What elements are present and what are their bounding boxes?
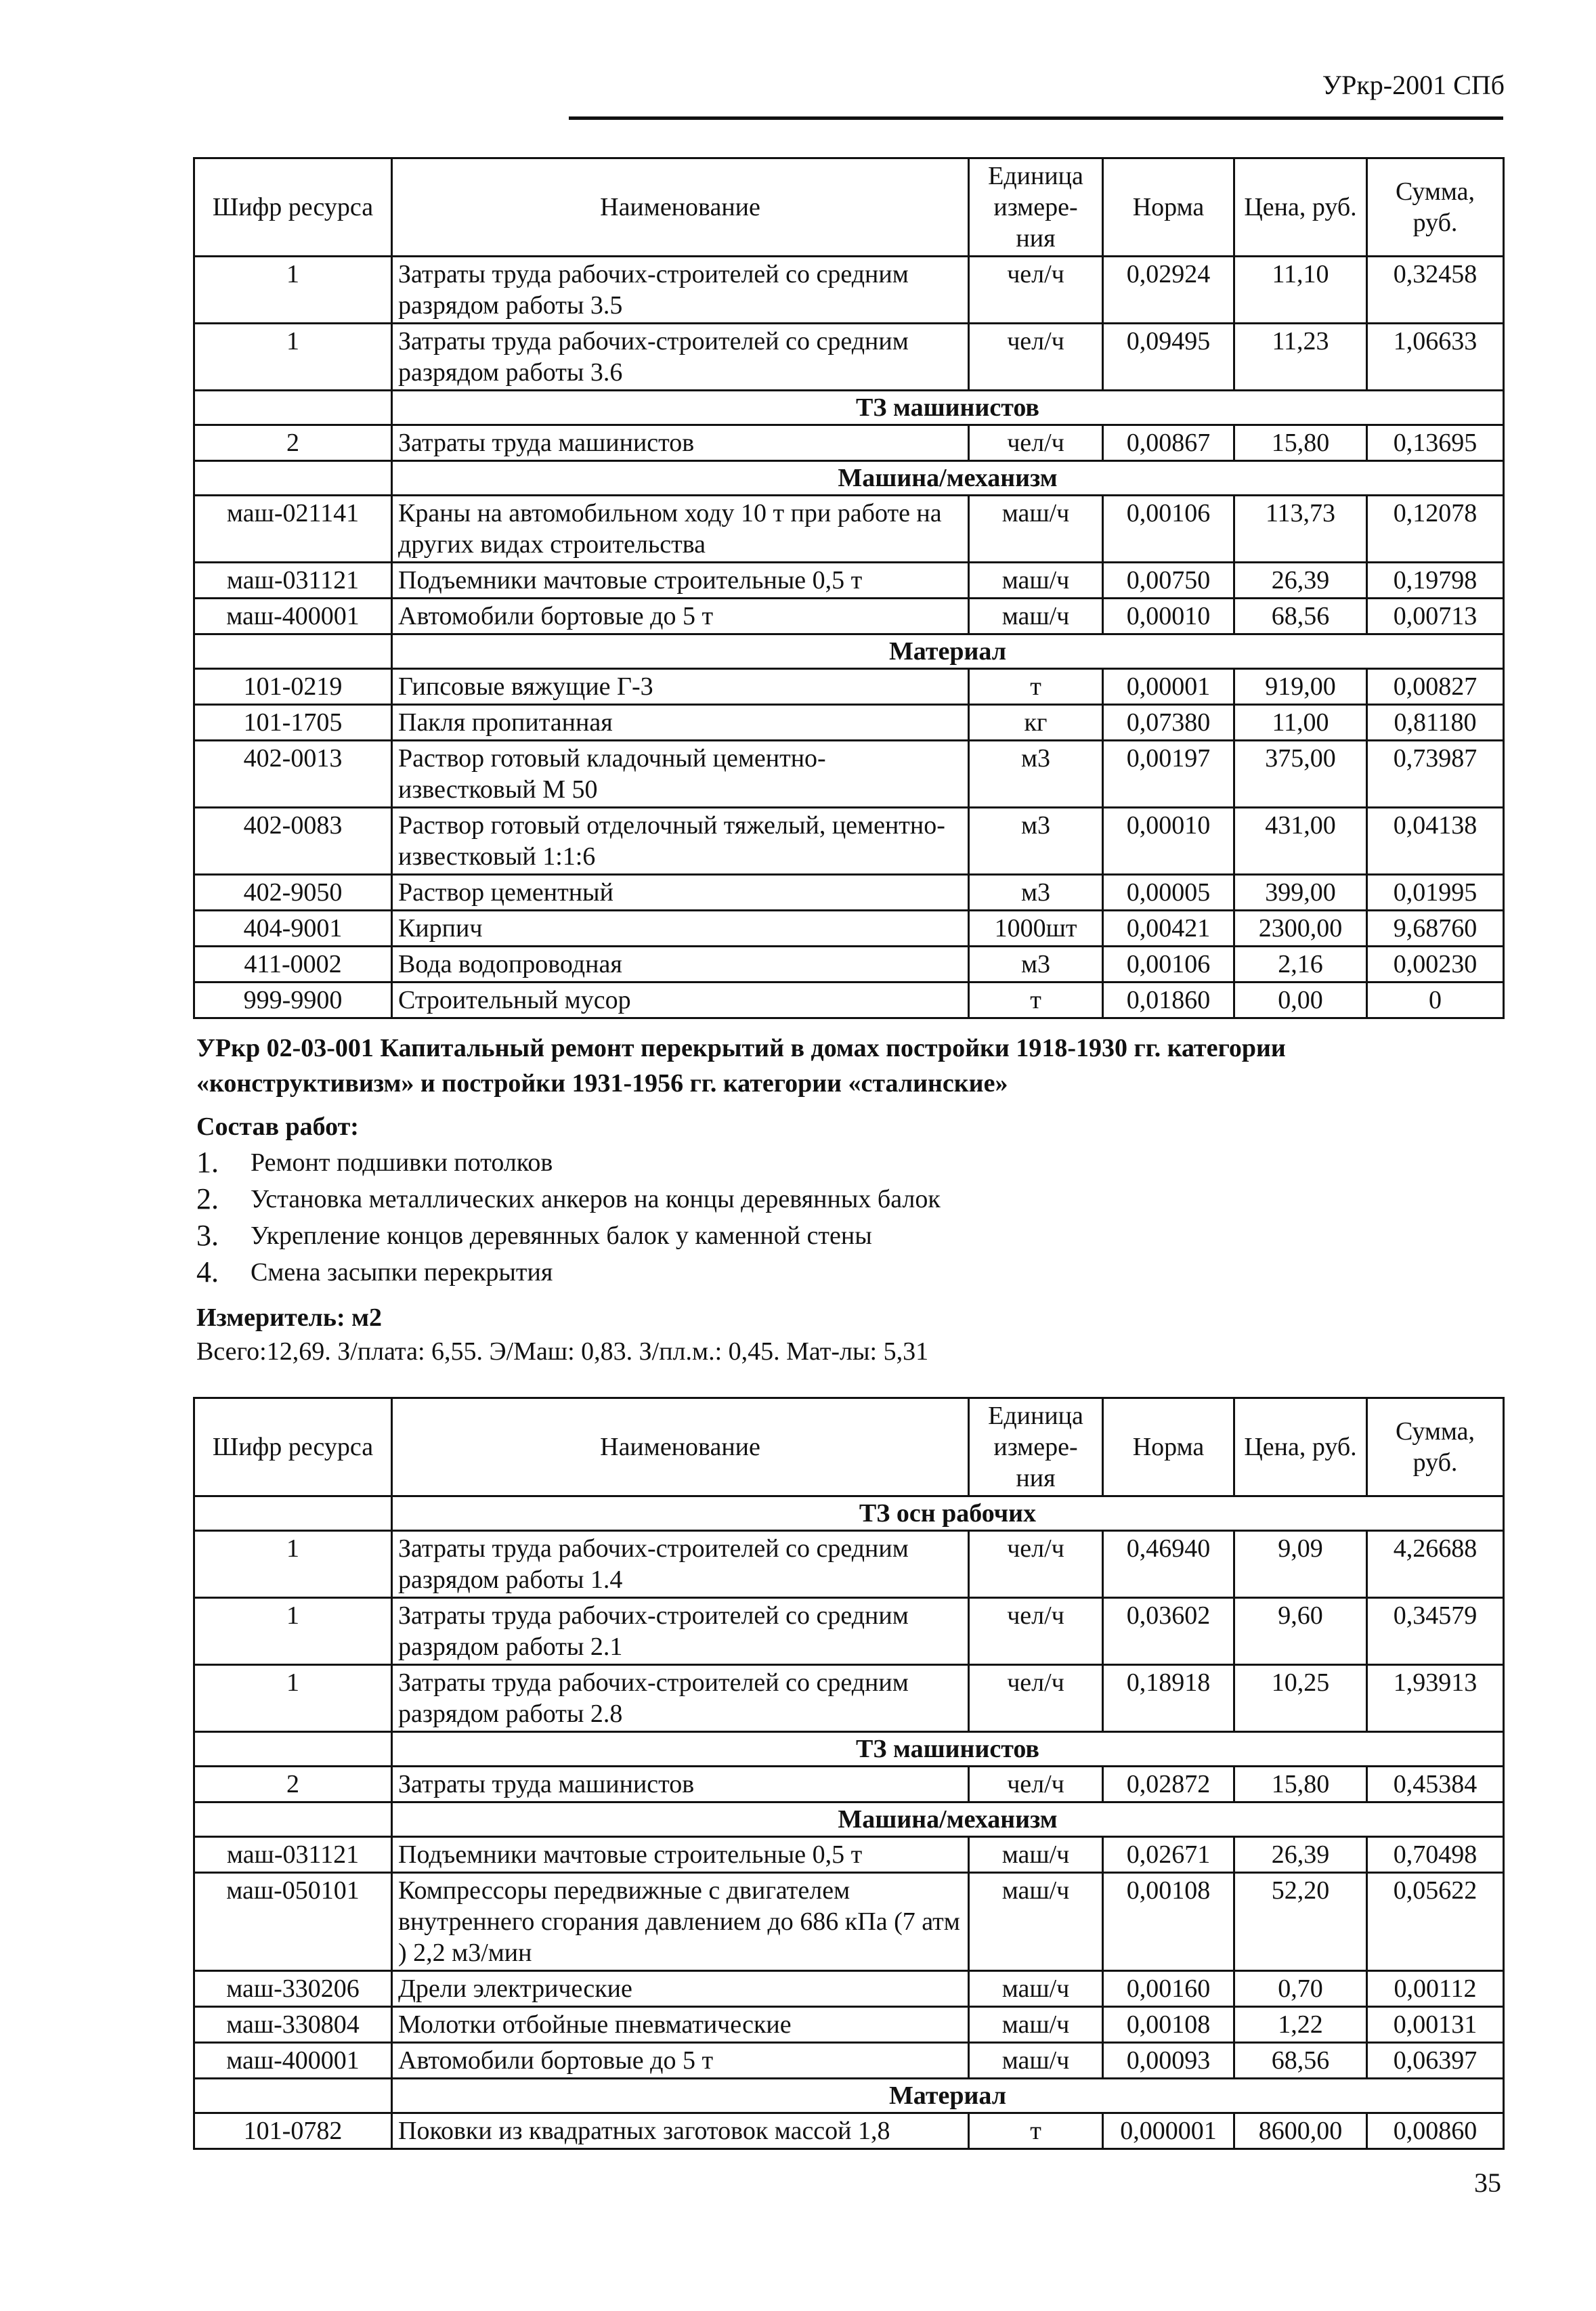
cell-price: 375,00	[1234, 741, 1367, 808]
table-row	[194, 911, 1504, 947]
cell-sum: 0,00131	[1367, 2007, 1504, 2043]
cell-sum: 0,00230	[1367, 947, 1504, 982]
col-header-norm: Норма	[1103, 158, 1234, 257]
cell-name: Автомобили бортовые до 5 т	[392, 2043, 969, 2079]
table-section-row	[194, 1802, 1504, 1837]
cell-sum: 0,81180	[1367, 705, 1504, 741]
cell-norm: 0,00160	[1103, 1971, 1234, 2007]
cell-price: 399,00	[1234, 875, 1367, 911]
cell-unit: кг	[969, 705, 1103, 741]
cell-code: 1	[194, 1531, 392, 1598]
cell-code: 101-1705	[194, 705, 392, 741]
cell-unit: маш/ч	[969, 2007, 1103, 2043]
section-empty-cell	[194, 2079, 392, 2113]
cell-code: маш-400001	[194, 599, 392, 634]
cell-price: 919,00	[1234, 669, 1367, 705]
cell-sum: 9,68760	[1367, 911, 1504, 947]
cell-price: 26,39	[1234, 1837, 1367, 1873]
cell-sum: 0,00713	[1367, 599, 1504, 634]
col-header-name: Наименование	[392, 158, 969, 257]
cell-price: 11,00	[1234, 705, 1367, 741]
cell-norm: 0,02872	[1103, 1767, 1234, 1802]
cell-price: 431,00	[1234, 808, 1367, 875]
cell-price: 68,56	[1234, 2043, 1367, 2079]
table-header-row	[194, 1398, 1504, 1496]
cell-sum: 0	[1367, 982, 1504, 1018]
table-row	[194, 496, 1504, 563]
section-heading: Материал	[392, 634, 1504, 669]
cell-unit: 1000шт	[969, 911, 1103, 947]
table-row	[194, 1598, 1504, 1665]
section-heading: ТЗ машинистов	[392, 1732, 1504, 1767]
cell-name: Затраты труда рабочих-строителей со средним разрядом работы 2.1	[392, 1598, 969, 1665]
cell-unit: чел/ч	[969, 1665, 1103, 1732]
cell-name: Дрели электрические	[392, 1971, 969, 2007]
cell-name: Вода водопроводная	[392, 947, 969, 982]
cell-price: 113,73	[1234, 496, 1367, 563]
cell-norm: 0,07380	[1103, 705, 1234, 741]
cell-code: 1	[194, 1598, 392, 1665]
cell-unit: маш/ч	[969, 1837, 1103, 1873]
cell-unit: чел/ч	[969, 1598, 1103, 1665]
cell-code: 101-0782	[194, 2113, 392, 2149]
cell-code: 404-9001	[194, 911, 392, 947]
section-empty-cell	[194, 1732, 392, 1767]
section-heading: ТЗ машинистов	[392, 391, 1504, 425]
cell-name: Затраты труда рабочих-строителей со средним разрядом работы 3.5	[392, 257, 969, 324]
list-item-text: Ремонт подшивки потолков	[251, 1148, 553, 1177]
table-section-row	[194, 1496, 1504, 1531]
page-number: 35	[1474, 2167, 1501, 2198]
cell-sum: 0,19798	[1367, 563, 1504, 599]
list-item-number: 1.	[196, 1146, 219, 1179]
col-header-name: Наименование	[392, 1398, 969, 1496]
cell-unit: м3	[969, 875, 1103, 911]
cell-unit: маш/ч	[969, 599, 1103, 634]
cell-price: 8600,00	[1234, 2113, 1367, 2149]
cell-norm: 0,00106	[1103, 947, 1234, 982]
cell-unit: маш/ч	[969, 1971, 1103, 2007]
cell-price: 1,22	[1234, 2007, 1367, 2043]
table-row	[194, 2113, 1504, 2149]
cell-sum: 0,45384	[1367, 1767, 1504, 1802]
table-section-row	[194, 2079, 1504, 2113]
cell-unit: чел/ч	[969, 324, 1103, 391]
cell-sum: 0,00827	[1367, 669, 1504, 705]
cell-sum: 0,12078	[1367, 496, 1504, 563]
section-heading: Материал	[392, 2079, 1504, 2113]
list-item-text: Укрепление концов деревянных балок у каменной стены	[251, 1222, 872, 1250]
table-header-row	[194, 158, 1504, 257]
cell-price: 26,39	[1234, 563, 1367, 599]
section-empty-cell	[194, 391, 392, 425]
cell-unit: чел/ч	[969, 257, 1103, 324]
cell-name: Затраты труда рабочих-строителей со средним разрядом работы 1.4	[392, 1531, 969, 1598]
table-section-row	[194, 634, 1504, 669]
cell-norm: 0,00005	[1103, 875, 1234, 911]
table-row	[194, 563, 1504, 599]
list-item	[196, 1144, 941, 1181]
cell-unit: м3	[969, 741, 1103, 808]
document-code: УРкр-2001 СПб	[1322, 70, 1505, 100]
cell-name: Подъемники мачтовые строительные 0,5 т	[392, 1837, 969, 1873]
section-empty-cell	[194, 634, 392, 669]
cell-unit: т	[969, 669, 1103, 705]
table-row	[194, 1837, 1504, 1873]
cell-code: маш-021141	[194, 496, 392, 563]
cell-norm: 0,00750	[1103, 563, 1234, 599]
cell-name: Затраты труда машинистов	[392, 1767, 969, 1802]
cell-code: маш-031121	[194, 1837, 392, 1873]
cell-price: 11,10	[1234, 257, 1367, 324]
cell-name: Раствор готовый кладочный цементно-известковый М 50	[392, 741, 969, 808]
table-row	[194, 599, 1504, 634]
section-heading: Машина/механизм	[392, 1802, 1504, 1837]
cell-sum: 0,00112	[1367, 1971, 1504, 2007]
cell-unit: чел/ч	[969, 1767, 1103, 1802]
col-header-sum: Сумма, руб.	[1367, 158, 1504, 257]
list-item-number: 2.	[196, 1182, 219, 1215]
cell-sum: 0,13695	[1367, 425, 1504, 461]
table-row	[194, 1873, 1504, 1971]
cell-price: 2300,00	[1234, 911, 1367, 947]
table-row	[194, 257, 1504, 324]
list-item-number: 4.	[196, 1255, 219, 1289]
cell-norm: 0,00093	[1103, 2043, 1234, 2079]
col-header-code: Шифр ресурса	[194, 158, 392, 257]
table-row	[194, 947, 1504, 982]
cell-norm: 0,46940	[1103, 1531, 1234, 1598]
cell-unit: маш/ч	[969, 2043, 1103, 2079]
cell-price: 68,56	[1234, 599, 1367, 634]
cell-name: Молотки отбойные пневматические	[392, 2007, 969, 2043]
table-row	[194, 1767, 1504, 1802]
cell-norm: 0,000001	[1103, 2113, 1234, 2149]
cell-sum: 0,01995	[1367, 875, 1504, 911]
cell-norm: 0,18918	[1103, 1665, 1234, 1732]
cell-norm: 0,00001	[1103, 669, 1234, 705]
cell-unit: чел/ч	[969, 425, 1103, 461]
list-item	[196, 1181, 941, 1217]
section-empty-cell	[194, 461, 392, 496]
cell-code: 402-9050	[194, 875, 392, 911]
cell-norm: 0,02924	[1103, 257, 1234, 324]
cell-code: 2	[194, 1767, 392, 1802]
cell-sum: 0,73987	[1367, 741, 1504, 808]
cell-price: 11,23	[1234, 324, 1367, 391]
cell-name: Кирпич	[392, 911, 969, 947]
table-row	[194, 741, 1504, 808]
table-row	[194, 705, 1504, 741]
cell-price: 0,00	[1234, 982, 1367, 1018]
cell-name: Поковки из квадратных заготовок массой 1,8	[392, 2113, 969, 2149]
cell-sum: 0,00860	[1367, 2113, 1504, 2149]
cell-price: 10,25	[1234, 1665, 1367, 1732]
cell-code: 101-0219	[194, 669, 392, 705]
section-heading: ТЗ осн рабочих	[392, 1496, 1504, 1531]
cell-name: Пакля пропитанная	[392, 705, 969, 741]
cell-code: маш-330804	[194, 2007, 392, 2043]
cell-unit: маш/ч	[969, 496, 1103, 563]
resource-table-1	[193, 157, 1505, 1019]
cell-unit: чел/ч	[969, 1531, 1103, 1598]
resource-table-2	[193, 1397, 1505, 2150]
cell-norm: 0,00197	[1103, 741, 1234, 808]
table-row	[194, 2007, 1504, 2043]
cell-norm: 0,00421	[1103, 911, 1234, 947]
cell-price: 15,80	[1234, 425, 1367, 461]
composition-label: Состав работ:	[196, 1113, 359, 1141]
section-heading: Машина/механизм	[392, 461, 1504, 496]
col-header-price: Цена, руб.	[1234, 1398, 1367, 1496]
table-row	[194, 1665, 1504, 1732]
cell-norm: 0,09495	[1103, 324, 1234, 391]
cell-name: Автомобили бортовые до 5 т	[392, 599, 969, 634]
cell-price: 9,09	[1234, 1531, 1367, 1598]
table-section-row	[194, 1732, 1504, 1767]
cell-code: 1	[194, 1665, 392, 1732]
table-row	[194, 425, 1504, 461]
section-title: УРкр 02-03-001 Капитальный ремонт перекрытий в домах постройки 1918-1930 гг. категории «конструктивизм» и постройки 1931-1956 гг. категории «сталинские»	[196, 1034, 1286, 1098]
cell-code: 1	[194, 324, 392, 391]
table-row	[194, 324, 1504, 391]
cell-name: Затраты труда рабочих-строителей со средним разрядом работы 2.8	[392, 1665, 969, 1732]
col-header-code: Шифр ресурса	[194, 1398, 392, 1496]
cell-name: Раствор готовый отделочный тяжелый, цементно-известковый 1:1:6	[392, 808, 969, 875]
cell-sum: 0,34579	[1367, 1598, 1504, 1665]
header-rule	[569, 116, 1503, 120]
list-item-text: Установка металлических анкеров на концы деревянных балок	[251, 1185, 941, 1213]
works-list	[196, 1144, 941, 1291]
table-row	[194, 2043, 1504, 2079]
cell-code: 411-0002	[194, 947, 392, 982]
cell-code: маш-330206	[194, 1971, 392, 2007]
list-item	[196, 1254, 941, 1291]
cell-unit: м3	[969, 947, 1103, 982]
cell-unit: маш/ч	[969, 1873, 1103, 1971]
cell-sum: 0,32458	[1367, 257, 1504, 324]
col-header-price: Цена, руб.	[1234, 158, 1367, 257]
cell-price: 52,20	[1234, 1873, 1367, 1971]
cell-unit: м3	[969, 808, 1103, 875]
cell-price: 9,60	[1234, 1598, 1367, 1665]
section-empty-cell	[194, 1802, 392, 1837]
list-item-text: Смена засыпки перекрытия	[251, 1258, 553, 1287]
cell-price: 0,70	[1234, 1971, 1367, 2007]
cell-name: Строительный мусор	[392, 982, 969, 1018]
cell-code: 402-0013	[194, 741, 392, 808]
cell-sum: 0,70498	[1367, 1837, 1504, 1873]
table-section-row	[194, 461, 1504, 496]
table-row	[194, 1971, 1504, 2007]
cell-name: Подъемники мачтовые строительные 0,5 т	[392, 563, 969, 599]
col-header-norm: Норма	[1103, 1398, 1234, 1496]
cell-code: маш-050101	[194, 1873, 392, 1971]
section-empty-cell	[194, 1496, 392, 1531]
list-item-number: 3.	[196, 1219, 219, 1252]
cell-sum: 0,06397	[1367, 2043, 1504, 2079]
cell-sum: 1,06633	[1367, 324, 1504, 391]
cell-norm: 0,00106	[1103, 496, 1234, 563]
table-row	[194, 982, 1504, 1018]
cell-code: 1	[194, 257, 392, 324]
cell-norm: 0,00108	[1103, 2007, 1234, 2043]
meter-label: Измеритель: м2	[196, 1303, 383, 1332]
cell-sum: 0,05622	[1367, 1873, 1504, 1971]
cell-name: Затраты труда машинистов	[392, 425, 969, 461]
cell-norm: 0,00867	[1103, 425, 1234, 461]
cell-sum: 0,04138	[1367, 808, 1504, 875]
cell-norm: 0,00010	[1103, 808, 1234, 875]
cell-name: Раствор цементный	[392, 875, 969, 911]
cell-norm: 0,01860	[1103, 982, 1234, 1018]
cell-code: 402-0083	[194, 808, 392, 875]
table-row	[194, 808, 1504, 875]
cell-price: 2,16	[1234, 947, 1367, 982]
col-header-unit: Единица измере-ния	[969, 158, 1103, 257]
cell-code: 999-9900	[194, 982, 392, 1018]
cell-name: Компрессоры передвижные с двигателем внутреннего сгорания давлением до 686 кПа (7 атм ) 2,2 м3/мин	[392, 1873, 969, 1971]
cell-name: Краны на автомобильном ходу 10 т при работе на других видах строительства	[392, 496, 969, 563]
cell-price: 15,80	[1234, 1767, 1367, 1802]
cell-code: маш-031121	[194, 563, 392, 599]
col-header-sum: Сумма, руб.	[1367, 1398, 1504, 1496]
cell-norm: 0,00108	[1103, 1873, 1234, 1971]
cell-code: 2	[194, 425, 392, 461]
table-row	[194, 1531, 1504, 1598]
cell-name: Затраты труда рабочих-строителей со средним разрядом работы 3.6	[392, 324, 969, 391]
table-row	[194, 669, 1504, 705]
cell-name: Гипсовые вяжущие Г-3	[392, 669, 969, 705]
cell-norm: 0,03602	[1103, 1598, 1234, 1665]
col-header-unit: Единица измере-ния	[969, 1398, 1103, 1496]
table-row	[194, 875, 1504, 911]
cell-sum: 4,26688	[1367, 1531, 1504, 1598]
cell-norm: 0,02671	[1103, 1837, 1234, 1873]
cell-unit: маш/ч	[969, 563, 1103, 599]
cell-sum: 1,93913	[1367, 1665, 1504, 1732]
table-section-row	[194, 391, 1504, 425]
list-item	[196, 1217, 941, 1254]
cell-code: маш-400001	[194, 2043, 392, 2079]
totals-line: Всего:12,69. З/плата: 6,55. Э/Маш: 0,83. З/пл.м.: 0,45. Мат-лы: 5,31	[196, 1337, 929, 1366]
cell-unit: т	[969, 2113, 1103, 2149]
cell-norm: 0,00010	[1103, 599, 1234, 634]
cell-unit: т	[969, 982, 1103, 1018]
